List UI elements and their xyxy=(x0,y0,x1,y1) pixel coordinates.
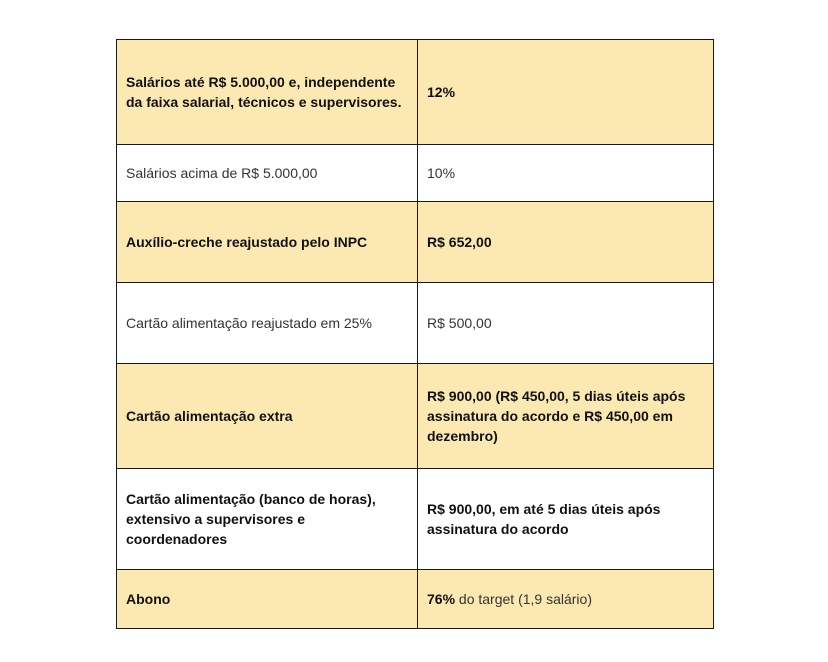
table-row xyxy=(117,570,714,629)
table-row xyxy=(117,40,714,145)
table-row xyxy=(117,145,714,202)
row-value-cell: R$ 500,00 xyxy=(418,283,714,364)
row-value-cell: 10% xyxy=(418,145,714,202)
row-value-cell: R$ 900,00, em até 5 dias úteis após assinatura do acordo xyxy=(418,469,714,570)
row-item-cell: Salários acima de R$ 5.000,00 xyxy=(117,145,418,202)
row-item-cell: Abono xyxy=(117,570,418,629)
table-row xyxy=(117,202,714,283)
benefits-table-container xyxy=(116,39,713,629)
row-item-cell: Auxílio-creche reajustado pelo INPC xyxy=(117,202,418,283)
table-row xyxy=(117,469,714,570)
value-note: do target (1,9 salário) xyxy=(455,591,592,607)
row-item-cell: Cartão alimentação extra xyxy=(117,364,418,469)
table-row xyxy=(117,283,714,364)
row-item-cell: Salários até R$ 5.000,00 e, independente da faixa salarial, técnicos e supervisores. xyxy=(117,40,418,145)
value-percent: 76% xyxy=(427,591,456,607)
row-item-cell: Cartão alimentação (banco de horas), extensivo a supervisores e coordenadores xyxy=(117,469,418,570)
row-item-cell: Cartão alimentação reajustado em 25% xyxy=(117,283,418,364)
row-value-cell: R$ 900,00 (R$ 450,00, 5 dias úteis após assinatura do acordo e R$ 450,00 em dezembro) xyxy=(418,364,714,469)
row-value-cell xyxy=(418,570,714,629)
table-row xyxy=(117,364,714,469)
row-value-cell: 12% xyxy=(418,40,714,145)
row-value-cell: R$ 652,00 xyxy=(418,202,714,283)
benefits-table xyxy=(116,39,714,629)
